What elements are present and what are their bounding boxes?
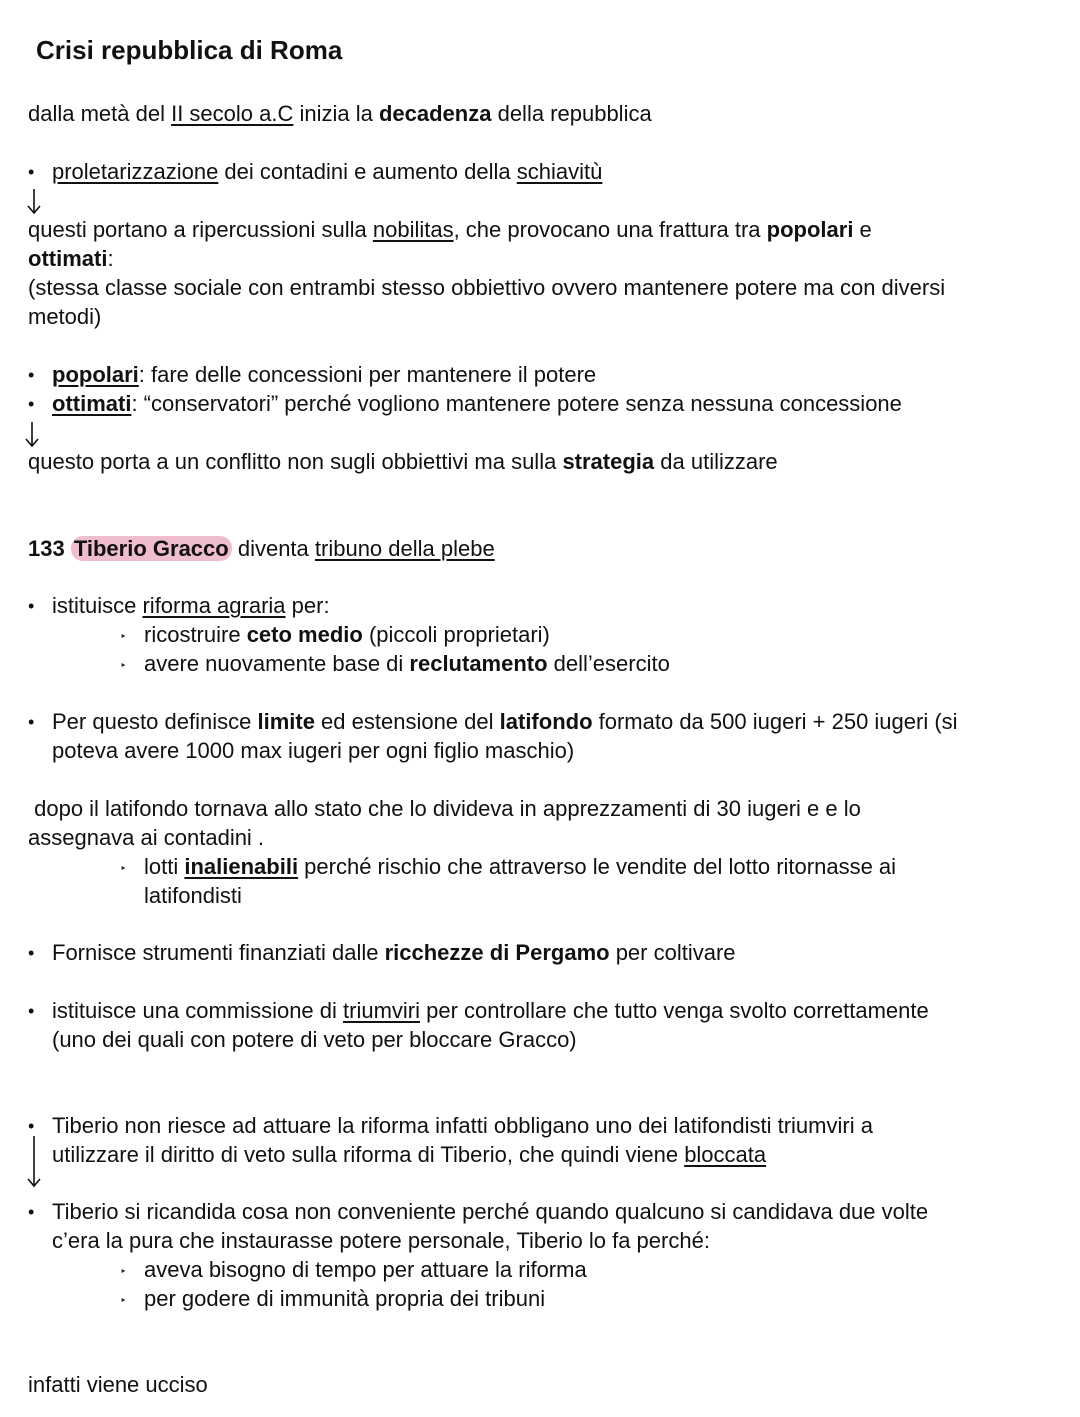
bullet-icon: • [28,712,35,732]
bullet-popolari: popolari: fare delle concessioni per mantenere il potere [52,362,597,387]
sub-bullet: aveva bisogno di tempo per attuare la riforma [144,1257,587,1282]
triangle-bullet-icon: ‣ [120,631,127,643]
sub-bullet: per godere di immunità propria dei tribuni [144,1286,546,1311]
triangle-bullet-icon: ‣ [120,660,127,672]
bullet-icon: • [28,1202,35,1222]
paragraph-line: metodi) [28,304,102,329]
down-arrow-icon [26,1136,42,1188]
bullet-triumviri: istituisce una commissione di triumviri per controllare che tutto venga svolto correttamente [52,998,929,1023]
bullet-ottimati: ottimati: “conservatori” perché vogliono mantenere potere senza nessuna concessione [52,391,902,416]
paragraph-line: dopo il latifondo tornava allo stato che lo divideva in apprezzamenti di 30 iugeri e e lo [28,796,861,821]
bullet-riforma: istituisce riforma agraria per: [52,593,330,618]
intro-line: dalla metà del II secolo a.C inizia la decadenza della repubblica [28,101,652,126]
paragraph-line: assegnava ai contadini . [28,825,265,850]
section-heading-133: 133 Tiberio Gracco diventa tribuno della plebe [28,536,495,561]
bullet-icon: • [28,596,35,616]
paragraph-line: questo porta a un conflitto non sugli obbiettivi ma sulla strategia da utilizzare [28,449,778,474]
down-arrow-icon [24,422,40,448]
paragraph-line: (stessa classe sociale con entrambi stesso obbiettivo ovvero mantenere potere ma con diversi [28,275,946,300]
triangle-bullet-icon: ‣ [120,1295,127,1307]
bullet-ricandida: Tiberio si ricandida cosa non conveniente perché quando qualcuno si candidava due volte [52,1199,929,1224]
highlight-tiberio: Tiberio Gracco [71,536,232,561]
bullet-tiberio-veto: Tiberio non riesce ad attuare la riforma infatti obbligano uno dei latifondisti triumviri a [52,1113,873,1138]
bullet-icon: • [28,1116,35,1136]
sub-bullet: avere nuovamente base di reclutamento dell’esercito [144,651,670,676]
page-title: Crisi repubblica di Roma [36,35,343,65]
down-arrow-icon [26,189,42,215]
bullet-icon: • [28,943,35,963]
paragraph-line: ottimati: [28,246,114,271]
paragraph-line: questi portano a ripercussioni sulla nobilitas, che provocano una frattura tra popolari e [28,217,872,242]
sub-bullet: lotti inalienabili perché rischio che attraverso le vendite del lotto ritornasse ai [144,854,897,879]
bullet-ricandida-cont: c’era la pura che instaurasse potere personale, Tiberio lo fa perché: [52,1228,710,1253]
bullet-icon: • [28,162,35,182]
sub-bullet-cont: latifondisti [144,883,242,908]
bullet-icon: • [28,1001,35,1021]
bullet-limite-cont: poteva avere 1000 max iugeri per ogni figlio maschio) [52,738,575,763]
bullet-limite: Per questo definisce limite ed estensione del latifondo formato da 500 iugeri + 250 iugeri (si [52,709,958,734]
bullet-fornisce: Fornisce strumenti finanziati dalle ricchezze di Pergamo per coltivare [52,940,736,965]
closing-line: infatti viene ucciso [28,1372,208,1397]
triangle-bullet-icon: ‣ [120,1266,127,1278]
bullet-triumviri-cont: (uno dei quali con potere di veto per bloccare Gracco) [52,1027,577,1052]
bullet-proletarizzazione: proletarizzazione dei contadini e aumento della schiavitù [52,159,603,184]
sub-bullet: ricostruire ceto medio (piccoli proprietari) [144,622,550,647]
triangle-bullet-icon: ‣ [120,863,127,875]
bullet-icon: • [28,365,35,385]
bullet-tiberio-veto-cont: utilizzare il diritto di veto sulla riforma di Tiberio, che quindi viene bloccata [52,1142,767,1167]
bullet-icon: • [28,394,35,414]
